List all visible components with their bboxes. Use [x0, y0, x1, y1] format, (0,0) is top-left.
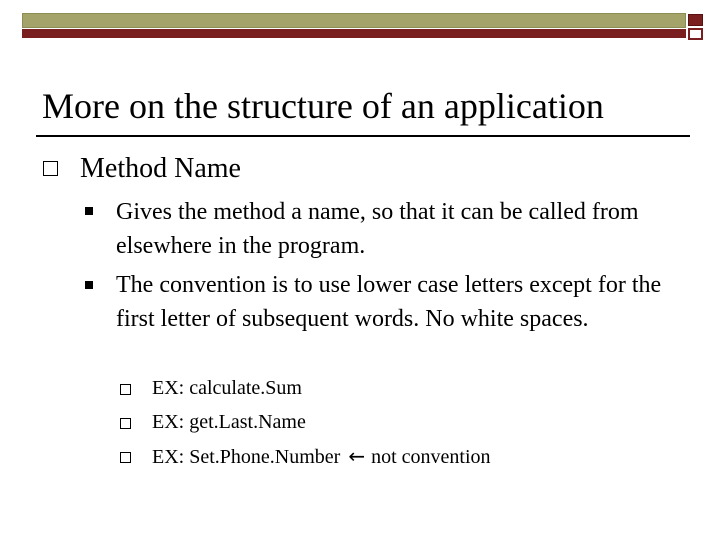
level1-item-method-name: Method Name: [80, 153, 241, 184]
level3-item-example-1: EX: calculate.Sum: [152, 377, 302, 399]
header-maroon-band: [22, 29, 686, 38]
header-olive-band: [22, 13, 686, 28]
hollow-square-bullet-icon: [120, 452, 131, 463]
level2-item-gives-name: Gives the method a name, so that it can be called from elsewhere in the program.: [116, 199, 639, 259]
filled-square-bullet-icon: [85, 207, 93, 215]
header-banner: [22, 13, 686, 39]
example-3-text: EX: Set.Phone.Number: [152, 446, 341, 468]
example-3-suffix: not convention: [371, 446, 491, 468]
title-divider: [36, 135, 690, 137]
hollow-square-bullet-icon: [120, 384, 131, 395]
slide-title: More on the structure of an application: [42, 86, 604, 126]
hollow-square-bullet-icon: [43, 161, 58, 176]
corner-filled-square-icon: [688, 14, 703, 26]
hollow-square-bullet-icon: [120, 418, 131, 429]
corner-hollow-square-icon: [688, 28, 703, 40]
level3-item-example-2: EX: get.Last.Name: [152, 411, 306, 433]
level2-item-convention: The convention is to use lower case letters except for the first letter of subsequent words. No white spaces.: [116, 272, 662, 332]
level3-item-example-3: [152, 443, 491, 470]
filled-square-bullet-icon: [85, 281, 93, 289]
left-arrow-icon: ←: [348, 444, 366, 468]
